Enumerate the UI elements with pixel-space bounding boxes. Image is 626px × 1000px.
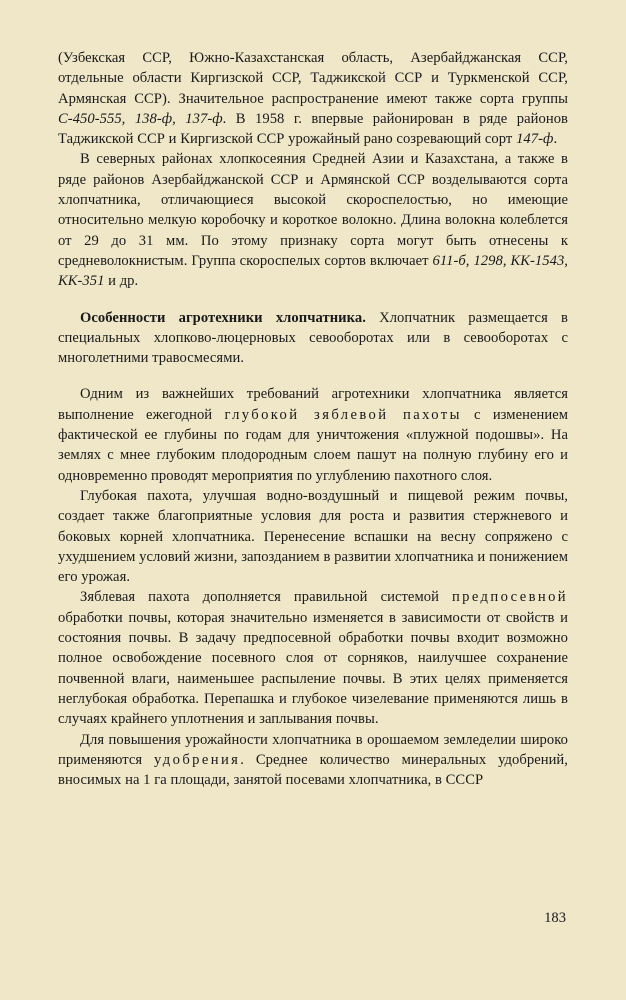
text-run: Глубокая пахота, улучшая водно-воздушный и пищевой режим почвы, создает также благоприятные условия для роста и развития стержневого и боковых корней хлопчатника. Перенесение вспашки на весну сопряжено с ухудшением условий жизни, запозданием в развитии хлопчатника и понижением его урожая. <box>58 487 568 586</box>
paragraph-spacer <box>58 368 568 384</box>
text-run: Одним из важнейших требований агротехники хлопчатника является выполнение ежегодной <box>58 386 568 423</box>
text-run: и др. <box>104 273 139 290</box>
text-run: Для повышения урожайности хлопчатника в орошаемом земледелии широко применяются <box>58 731 568 768</box>
paragraph-3 <box>58 308 568 369</box>
text-run: . <box>553 131 558 148</box>
text-run-spaced: предпосевной <box>451 589 568 606</box>
text-run-italic: 611-б, 1298, КК-1543, КК-351 <box>58 252 568 290</box>
text-run: обработки почвы, которая значительно изменяется в зависимости от свойств и состояния почвы. В задачу предпосевной обработки почвы входит возможно полное освобождение посевного слоя от сорняков, наилучшее сохранение почвенной влаги, наименьшее распыление почвы. В этих целях применяется неглубокая обработка. Перепашка и глубокое чизелевание применяются лишь в случаях крайнего уплотнения и заплывания почвы. <box>58 609 568 728</box>
paragraph-1 <box>58 48 568 149</box>
text-run-spaced: удобрения <box>154 751 241 768</box>
paragraph-7 <box>58 730 568 791</box>
text-run-italic: С-450-555, 138-ф, 137-ф <box>58 110 223 127</box>
paragraph-4 <box>58 384 568 485</box>
text-run: с изменением фактической ее глубины по годам для уничтожения «плужной подошвы». На землях с мнее глубоким плодородным слоем пашут на полную глубину его и одновременно проводят мероприятия по углублению пахотного слоя. <box>58 406 569 484</box>
text-run-italic: 147-ф <box>516 131 554 148</box>
text-run: . В 1958 г. впервые районирован в ряде районов Таджикской ССР и Киргизской ССР урожайный рано созревающий сорт <box>58 110 568 148</box>
text-run: . Среднее количество минеральных удобрений, вносимых на 1 га площади, занятой посевами хлопчатника, в СССР <box>58 751 568 789</box>
text-run: Зяблевая пахота дополняется правильной системой <box>80 589 452 606</box>
page-number: 183 <box>544 910 566 926</box>
text-run: В северных районах хлопкосеяния Средней Азии и Казахстана, а также в ряде районов Азербайджанской ССР и Армянской ССР возделываются сорта хлопчатника, отличающиеся высокой скороспелостью, но имеющие относительно мелкую коробочку и короткое волокно. Длина волокна колеблется от 29 до 31 мм. По этому признаку сорта могут быть отнесены к средневолокнистым. Группа скороспелых сортов включает <box>58 151 568 269</box>
text-run-spaced: глубокой зяблевой пахоты <box>224 406 462 423</box>
section-heading-inline: Особенности агротехники хлопчатника. <box>80 309 366 326</box>
text-run: (Узбекская ССР, Южно-Казахстанская область, Азербайджанская ССР, отдельные области Киргизской ССР, Таджикской ССР и Туркменской ССР, Армянская ССР). Значительное распространение имеют также сорта группы <box>58 50 568 107</box>
page-text-column <box>58 48 568 790</box>
text-run: Хлопчатник размещается в специальных хлопково-люцерновых севооборотах или в севооборотах с многолетними травосмесями. <box>58 309 568 367</box>
paragraph-6 <box>58 587 568 729</box>
paragraph-2 <box>58 149 568 291</box>
paragraph-5 <box>58 486 568 587</box>
paragraph-spacer <box>58 292 568 308</box>
